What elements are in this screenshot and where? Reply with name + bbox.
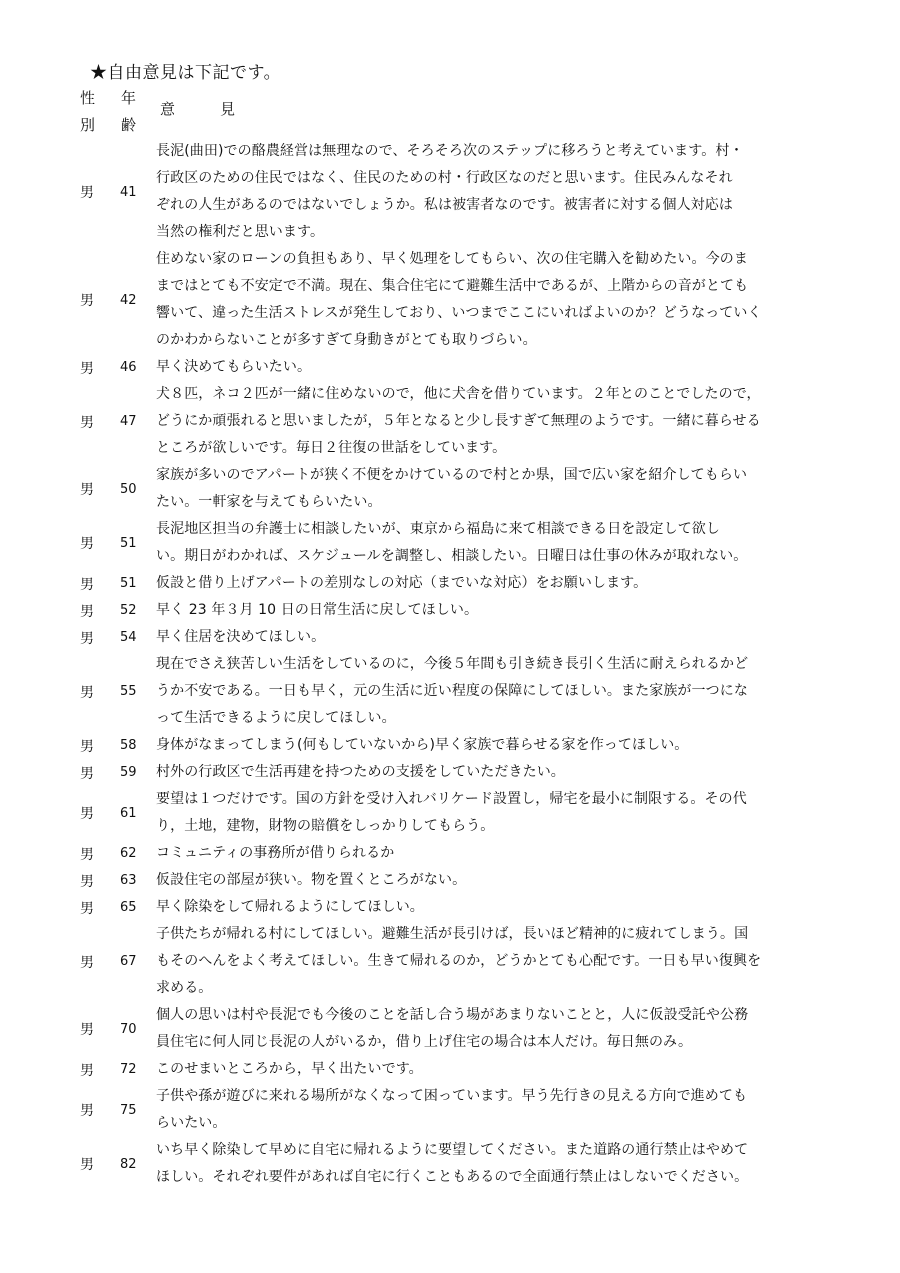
gender-cell: 男 — [80, 765, 94, 782]
opinion-cell — [156, 516, 806, 570]
table-row — [0, 1002, 900, 1056]
opinion-line: 現在でさえ狭苦しい生活をしているのに，今後５年間も引き続き長引く生活に耐えられるかど — [156, 656, 749, 672]
gender-cell: 男 — [80, 414, 94, 431]
age-cell: 42 — [120, 292, 137, 308]
opinion-line: り，土地，建物，財物の賠償をしっかりしてもらう。 — [156, 818, 495, 834]
opinion-cell — [156, 867, 806, 894]
opinion-line: のかわからないことが多すぎて身動きがとても取りづらい。 — [156, 332, 537, 348]
column-header-gender — [80, 85, 100, 139]
opinion-cell — [156, 759, 806, 786]
opinion-line: 住めない家のローンの負担もあり、早く処理をしてもらい、次の住宅購入を勧めたい。今のま — [156, 251, 748, 267]
opinion-line: 長泥(曲田)での酪農経営は無理なので、そろそろ次のステップに移ろうと考えています。村・ — [156, 143, 744, 159]
gender-cell: 男 — [80, 1062, 94, 1079]
opinion-cell — [156, 1137, 806, 1191]
age-cell: 70 — [120, 1021, 137, 1037]
age-cell: 63 — [120, 873, 137, 888]
gender-cell: 男 — [80, 846, 94, 863]
age-cell: 58 — [120, 738, 137, 753]
opinion-cell — [156, 1056, 806, 1083]
opinion-cell — [156, 138, 806, 246]
opinion-line: まではとても不安定で不満。現在、集合住宅にて避難生活中であるが、上階からの音がとても — [156, 278, 749, 294]
opinion-line: 求める。 — [156, 980, 213, 996]
table-row — [0, 732, 900, 759]
table-row — [0, 138, 900, 246]
opinion-line: 長泥地区担当の弁護士に相談したいが、東京から福島に来て相談できる日を設定して欲し — [156, 521, 720, 537]
gender-cell: 男 — [80, 360, 94, 377]
opinion-line: 犬８匹，ネコ２匹が一緒に住めないので，他に犬舎を借りています。２年とのことでしたので， — [156, 386, 761, 402]
opinion-line: 早く決めてもらいたい。 — [156, 359, 312, 375]
opinion-line: 響いて、違った生活ストレスが発生しており、いつまでここにいればよいのか？どうなっていく — [156, 305, 762, 321]
opinion-line: どうにか頑張れると思いましたが，５年となると少し長すぎて無理のようです。一緒に暮らせる — [156, 413, 761, 429]
opinion-line: 行政区のための住民ではなく、住民のための村・行政区なのだと思います。住民みんなそれ — [156, 170, 733, 186]
table-row — [0, 462, 900, 516]
opinion-line: 個人の思いは村や長泥でも今後のことを話し合う場があまりないことと，人に仮設受託や公務 — [156, 1007, 749, 1023]
opinion-line: 当然の権利だと思います。 — [156, 224, 325, 240]
opinion-cell — [156, 246, 806, 354]
age-cell: 41 — [120, 184, 137, 200]
gender-cell: 男 — [80, 576, 94, 593]
column-header-gender-line-1: 性 — [80, 89, 96, 107]
age-cell: 61 — [120, 805, 137, 821]
opinion-line: 子供たちが帰れる村にしてほしい。避難生活が長引けば，長いほど精神的に疲れてしまう。国 — [156, 926, 749, 942]
opinion-line: たい。一軒家を与えてもらいたい。 — [156, 494, 382, 510]
opinion-cell — [156, 354, 806, 381]
column-header-opinion: 意 見 — [160, 100, 236, 118]
opinion-cell — [156, 1002, 806, 1056]
gender-cell: 男 — [80, 1157, 94, 1173]
table-row — [0, 759, 900, 786]
table-row — [0, 786, 900, 840]
opinion-line: 仮設住宅の部屋が狭い。物を置くところがない。 — [156, 872, 467, 888]
opinion-cell — [156, 921, 806, 1002]
opinion-line: 早く住居を決めてほしい。 — [156, 629, 326, 645]
age-cell: 50 — [120, 481, 137, 497]
gender-cell: 男 — [80, 630, 94, 647]
opinion-cell — [156, 381, 806, 462]
opinion-cell — [156, 624, 806, 651]
age-cell: 47 — [120, 414, 137, 429]
age-cell: 62 — [120, 846, 137, 861]
table-row — [0, 651, 900, 732]
gender-cell: 男 — [80, 185, 94, 201]
age-cell: 54 — [120, 630, 137, 645]
table-row — [0, 1137, 900, 1191]
page-heading: ★自由意見は下記です。 — [90, 63, 282, 83]
opinion-line: このせまいところから，早く出たいです。 — [156, 1061, 423, 1077]
table-row — [0, 570, 900, 597]
gender-cell: 男 — [80, 954, 94, 971]
gender-cell: 男 — [80, 684, 94, 701]
opinion-line: ところが欲しいです。毎日２往復の世話をしています。 — [156, 440, 507, 456]
age-cell: 59 — [120, 765, 137, 780]
opinion-line: らいたい。 — [156, 1115, 227, 1131]
opinion-cell — [156, 1083, 806, 1137]
table-row — [0, 840, 900, 867]
opinion-cell — [156, 462, 806, 516]
table-row — [0, 1083, 900, 1137]
table-row — [0, 246, 900, 354]
opinion-line: うか不安である。一日も早く，元の生活に近い程度の保障にしてほしい。また家族が一つにな — [156, 683, 748, 699]
gender-cell: 男 — [80, 603, 94, 620]
table-row — [0, 597, 900, 624]
column-header-age-line-2: 齢 — [121, 116, 137, 134]
table-row — [0, 516, 900, 570]
column-header-age — [121, 85, 141, 139]
gender-cell: 男 — [80, 536, 94, 552]
opinion-cell — [156, 597, 806, 624]
opinion-cell — [156, 840, 806, 867]
opinion-line: コミュニティの事務所が借りられるか — [156, 845, 395, 861]
opinion-line: ほしい。それぞれ要件があれば自宅に行くこともあるので全面通行禁止はしないでください。 — [156, 1169, 749, 1185]
column-header-age-line-1: 年 — [121, 89, 137, 107]
age-cell: 51 — [120, 576, 137, 591]
column-header-gender-line-2: 別 — [80, 116, 96, 134]
opinion-line: 員住宅に何人同じ長泥の人がいるか，借り上げ住宅の場合は本人だけ。毎日無のみ。 — [156, 1034, 693, 1050]
opinion-cell — [156, 732, 806, 759]
opinion-line: 村外の行政区で生活再建を持つための支援をしていただきたい。 — [156, 764, 565, 780]
opinion-line: 仮設と借り上げアパートの差別なしの対応（までいな対応）をお願いします。 — [156, 575, 648, 591]
gender-cell: 男 — [80, 873, 94, 890]
age-cell: 82 — [120, 1156, 137, 1172]
table-row — [0, 867, 900, 894]
gender-cell: 男 — [80, 1103, 94, 1119]
opinion-table — [0, 138, 900, 1191]
opinion-line: 早く除染をして帰れるようにしてほしい。 — [156, 899, 424, 915]
age-cell: 65 — [120, 900, 137, 915]
opinion-line: いち早く除染して早めに自宅に帰れるように要望してください。また道路の通行禁止はやめて — [156, 1142, 749, 1158]
opinion-cell — [156, 894, 806, 921]
age-cell: 72 — [120, 1062, 137, 1077]
age-cell: 46 — [120, 360, 137, 375]
opinion-line: ぞれの人生があるのではないでしょうか。私は被害者なのです。被害者に対する個人対応は — [156, 197, 733, 213]
gender-cell: 男 — [80, 900, 94, 917]
gender-cell: 男 — [80, 806, 94, 822]
opinion-line: い。期日がわかれば、スケジュールを調整し、相談したい。日曜日は仕事の休みが取れない。 — [156, 548, 748, 564]
age-cell: 51 — [120, 535, 137, 551]
table-row — [0, 624, 900, 651]
opinion-line: 要望は１つだけです。国の方針を受け入れバリケード設置し，帰宅を最小に制限する。その代 — [156, 791, 747, 807]
gender-cell: 男 — [80, 482, 94, 498]
opinion-line: って生活できるように戻してほしい。 — [156, 710, 396, 726]
opinion-cell — [156, 651, 806, 732]
age-cell: 52 — [120, 603, 137, 618]
opinion-line: 早く 23 年３月 10 日の日常生活に戻してほしい。 — [156, 602, 479, 618]
gender-cell: 男 — [80, 1022, 94, 1038]
opinion-line: 家族が多いのでアパートが狭く不便をかけているので村とか県，国で広い家を紹介してもらい — [156, 467, 748, 483]
opinion-cell — [156, 570, 806, 597]
gender-cell: 男 — [80, 738, 94, 755]
opinion-line: 身体がなまってしまう(何もしていないから)早く家族で暮らせる家を作ってほしい。 — [156, 737, 689, 753]
opinion-line: 子供や孫が遊びに来れる場所がなくなって困っています。早う先行きの見える方向で進めても — [156, 1088, 748, 1104]
table-row — [0, 1056, 900, 1083]
age-cell: 55 — [120, 684, 137, 699]
age-cell: 75 — [120, 1102, 137, 1118]
age-cell: 67 — [120, 954, 137, 969]
table-row — [0, 894, 900, 921]
table-row — [0, 921, 900, 1002]
gender-cell: 男 — [80, 293, 94, 309]
opinion-line: もそのへんをよく考えてほしい。生きて帰れるのか，どうかとても心配です。一日も早い復興を — [156, 953, 762, 969]
opinion-cell — [156, 786, 806, 840]
table-row — [0, 354, 900, 381]
table-row — [0, 381, 900, 462]
